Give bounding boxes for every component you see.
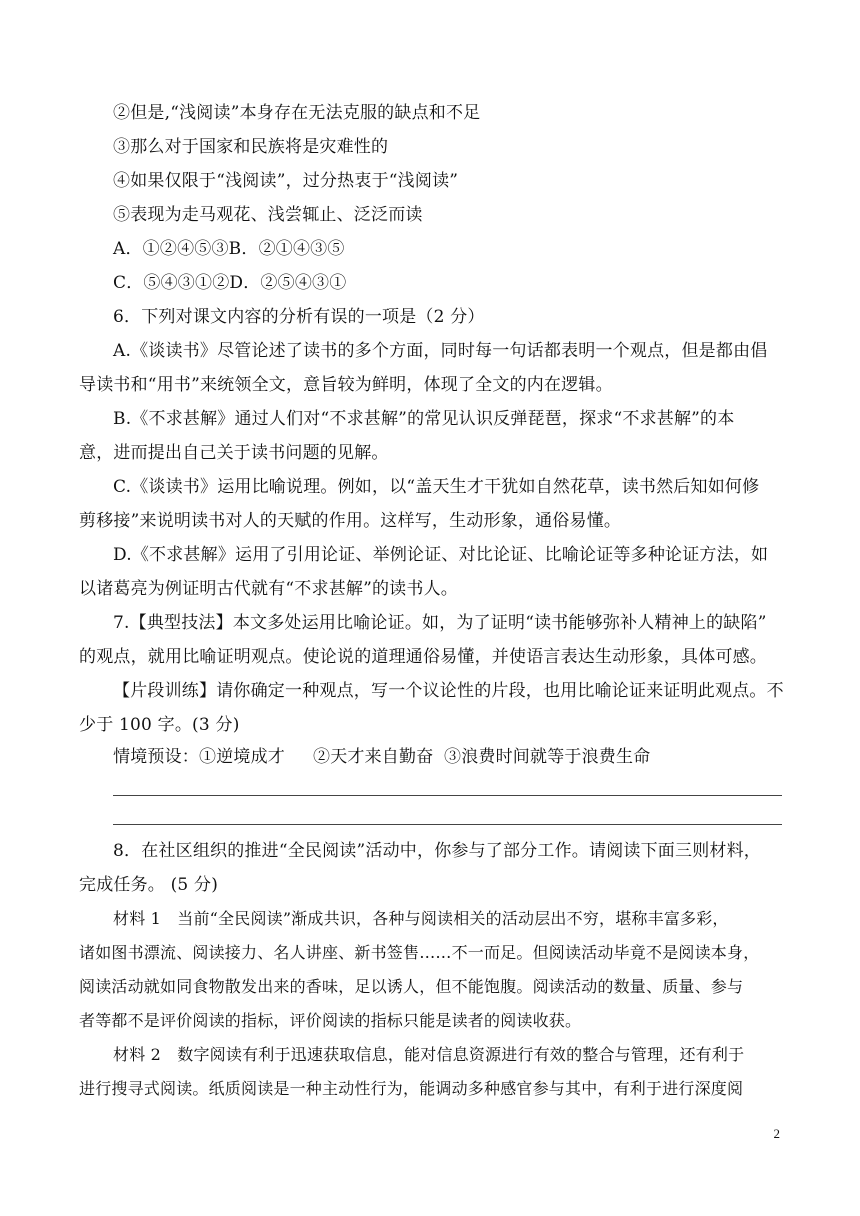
question-8-line: 完成任务。 (5 分) bbox=[79, 875, 219, 895]
option-line: ②但是,“浅阅读”本身存在无法克服的缺点和不足 bbox=[113, 103, 481, 123]
question-7-line: 的观点，就用比喻证明观点。使论说的道理通俗易懂，并使语言表达生动形象，具体可感。 bbox=[79, 647, 767, 667]
material-1-line: 阅读活动就如同食物散发出来的香味，足以诱人，但不能饱腹。阅读活动的数量、质量、参与 bbox=[79, 977, 744, 996]
material-2-line: 进行搜寻式阅读。纸质阅读是一种主动性行为，能调动多种感官参与其中，有利于进行深度阅 bbox=[79, 1079, 744, 1098]
choice-c-line: C.《谈读书》运用比喻说理。例如，以“盖天生才干犹如自然花草，读书然后知如何修 bbox=[113, 477, 760, 497]
question-7-line: 少于 100 字。(3 分) bbox=[79, 715, 240, 735]
question-7-line: 7.【典型技法】本文多处运用比喻论证。如，为了证明“读书能够弥补人精神上的缺陷” bbox=[113, 613, 767, 633]
choice-c-line: 剪移接”来说明读书对人的天赋的作用。这样写，生动形象，通俗易懂。 bbox=[79, 511, 622, 531]
material-1-line: 诸如图书漂流、阅读接力、名人讲座、新书签售……不一而足。但阅读活动毕竟不是阅读本身， bbox=[79, 943, 760, 962]
answer-line[interactable] bbox=[113, 824, 782, 825]
question-8-line: 8．在社区组织的推进“全民阅读”活动中，你参与了部分工作。请阅读下面三则材料， bbox=[113, 841, 761, 861]
choice-a-line: 导读书和“用书”来统领全文，意旨较为鲜明，体现了全文的内在逻辑。 bbox=[79, 375, 613, 395]
scenario-label: 情境预设：①逆境成才 bbox=[113, 747, 285, 767]
choice-d-line: D.《不求甚解》运用了引用论证、举例论证、对比论证、比喻论证等多种论证方法，如 bbox=[113, 545, 769, 565]
choice-b-line: 意，进而提出自己关于读书问题的见解。 bbox=[79, 443, 389, 463]
choice-b-line: B.《不求甚解》通过人们对“不求甚解”的常见认识反弹琵琶，探求“不求甚解”的本 bbox=[113, 409, 735, 429]
answer-line[interactable] bbox=[113, 795, 782, 796]
question-6-stem: 6．下列对课文内容的分析有误的一项是（2 分） bbox=[113, 307, 485, 327]
page-number: 2 bbox=[773, 1126, 780, 1141]
material-1-line: 者等都不是评价阅读的指标，评价阅读的指标只能是读者的阅读收获。 bbox=[79, 1011, 582, 1030]
material-1-line: 材料 1 当前“全民阅读”渐成共识，各种与阅读相关的活动层出不穷，堪称丰富多彩， bbox=[113, 909, 729, 928]
option-line: ③那么对于国家和民族将是灾难性的 bbox=[113, 137, 389, 157]
choice-d-line: 以诸葛亮为例证明古代就有“不求甚解”的读书人。 bbox=[79, 579, 458, 599]
option-line: ④如果仅限于“浅阅读”，过分热衷于“浅阅读” bbox=[113, 171, 459, 191]
choice-a-line: A.《谈读书》尽管论述了读书的多个方面，同时每一句话都表明一个观点，但是都由倡 bbox=[113, 341, 768, 361]
answer-choices: C．⑤④③①②D．②⑤④③① bbox=[113, 273, 347, 293]
material-2-line: 材料 2 数字阅读有利于迅速获取信息，能对信息资源进行有效的整合与管理，还有利于 bbox=[113, 1045, 745, 1064]
question-7-line: 【片段训练】请你确定一种观点，写一个议论性的片段，也用比喻论证来证明此观点。不 bbox=[113, 681, 784, 701]
scenario-option: ②天才来自勤奋 bbox=[313, 747, 434, 767]
scenario-option: ③浪费时间就等于浪费生命 bbox=[444, 747, 651, 767]
option-line: ⑤表现为走马观花、浅尝辄止、泛泛而读 bbox=[113, 205, 423, 225]
answer-choices: A．①②④⑤③B．②①④③⑤ bbox=[113, 239, 345, 259]
